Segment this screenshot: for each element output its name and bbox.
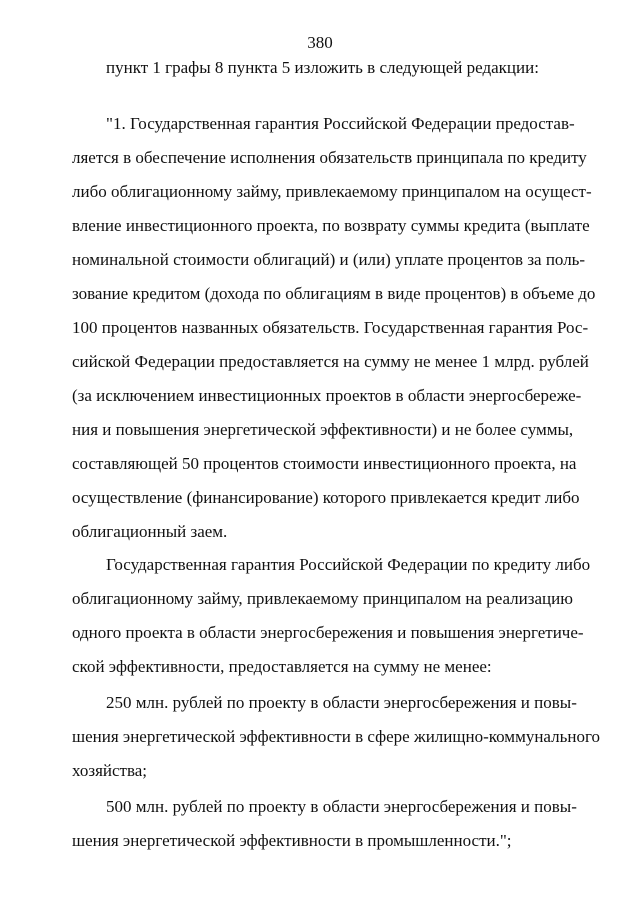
amendment-intro: пункт 1 графы 8 пункта 5 изложить в следующей редакции: xyxy=(106,58,539,77)
text-line: сийской Федерации предоставляется на сумму не менее 1 млрд. рублей xyxy=(72,352,589,371)
text-line: ния и повышения энергетической эффективности) и не более суммы, xyxy=(72,420,574,439)
text-line: одного проекта в области энергосбережения и повышения энергетиче- xyxy=(72,623,584,642)
text-line: 100 процентов названных обязательств. Государственная гарантия Рос- xyxy=(72,318,589,337)
paragraph-energy-efficiency xyxy=(72,548,591,684)
text-line: осуществление (финансирование) которого привлекается кредит либо xyxy=(72,488,580,507)
page-number: 380 xyxy=(307,33,333,52)
text-line: 250 млн. рублей по проекту в области энергосбережения и повы- xyxy=(106,693,577,712)
text-line: ляется в обеспечение исполнения обязательств принципала по кредиту xyxy=(72,148,587,167)
text-line: облигационный заем. xyxy=(72,522,228,541)
paragraph-housing-amount xyxy=(72,686,600,788)
text-line: составляющей 50 процентов стоимости инвестиционного проекта, на xyxy=(72,454,577,473)
text-line: либо облигационному займу, привлекаемому принципалом на осущест- xyxy=(72,182,592,201)
text-line: шения энергетической эффективности в сфере жилищно-коммунального xyxy=(72,727,600,746)
text-line: облигационному займу, привлекаемому принципалом на реализацию xyxy=(72,589,573,608)
text-line: Государственная гарантия Российской Федерации по кредиту либо xyxy=(106,555,591,574)
text-line: зование кредитом (дохода по облигациям в виде процентов) в объеме до xyxy=(72,284,596,303)
paragraph-industry-amount xyxy=(72,790,577,858)
text-line: хозяйства; xyxy=(72,761,148,780)
text-line: "1. Государственная гарантия Российской Федерации предостав- xyxy=(106,114,575,133)
text-line: шения энергетической эффективности в промышленности."; xyxy=(72,831,512,850)
text-line: номинальной стоимости облигаций) и (или) уплате процентов за поль- xyxy=(72,250,586,269)
paragraph-guarantee-terms xyxy=(72,107,596,549)
text-line: 500 млн. рублей по проекту в области энергосбережения и повы- xyxy=(106,797,577,816)
text-line: вление инвестиционного проекта, по возврату суммы кредита (выплате xyxy=(72,216,590,235)
text-line: (за исключением инвестиционных проектов в области энергосбереже- xyxy=(72,386,582,405)
text-line: ской эффективности, предоставляется на сумму не менее: xyxy=(72,657,492,676)
